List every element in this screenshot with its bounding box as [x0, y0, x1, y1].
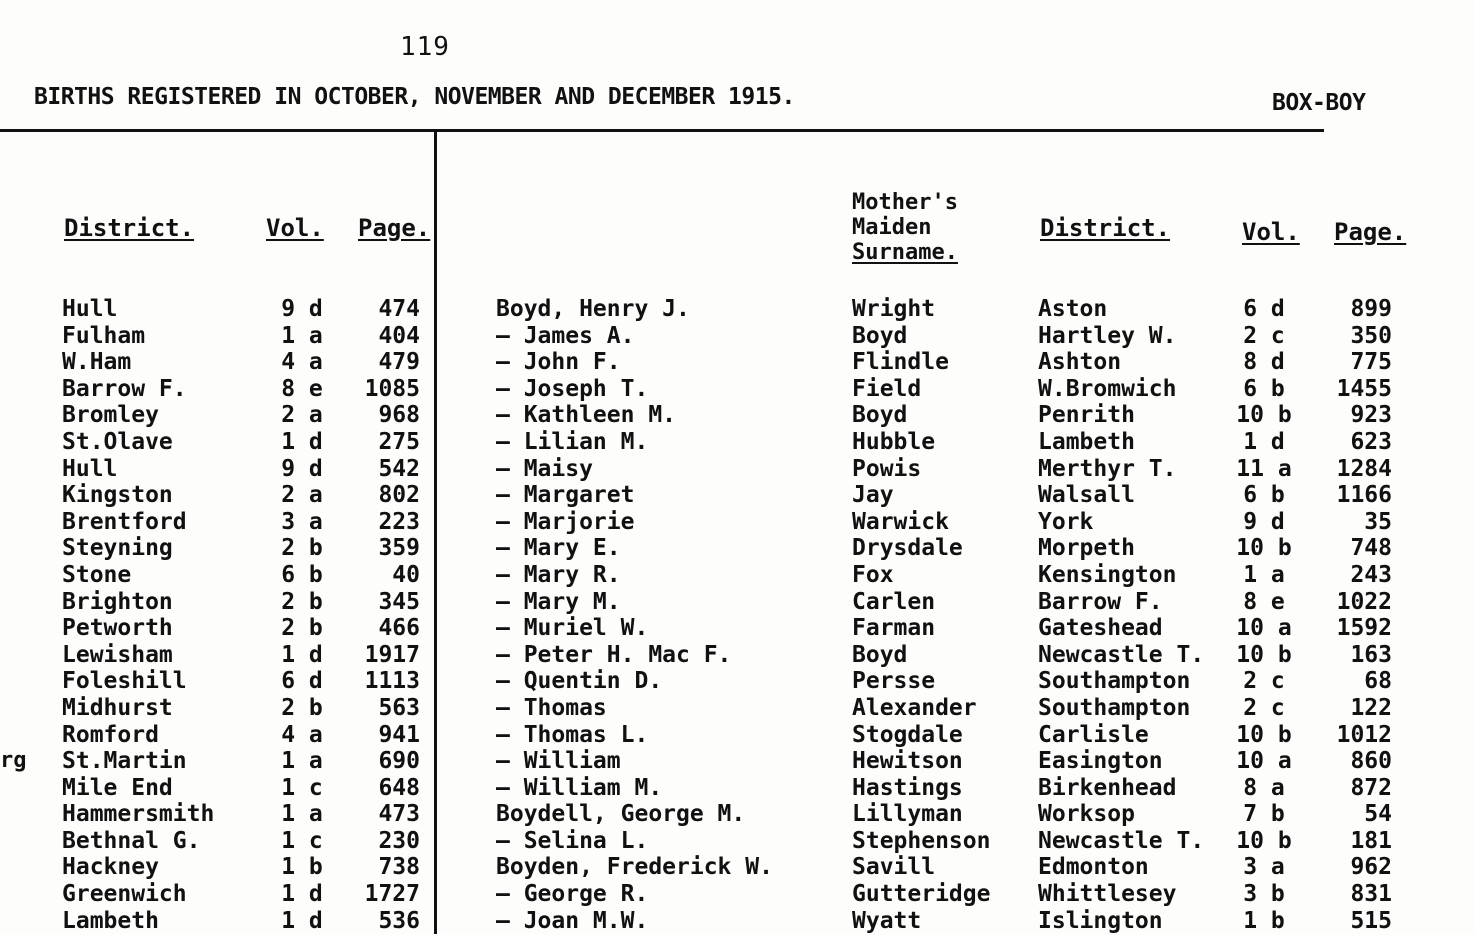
table-row: [0, 349, 434, 376]
table-row: [440, 349, 1474, 376]
page-cell: 35: [1364, 508, 1392, 535]
vol-cell: 8 d: [1243, 349, 1285, 376]
vol-cell: 6 b: [1243, 375, 1285, 402]
district-cell: Greenwich: [62, 881, 187, 908]
district-cell: Kingston: [62, 482, 173, 509]
district-cell: Hartley W.: [1038, 322, 1177, 349]
name-cell: Boyd, Henry J.: [496, 296, 690, 322]
table-row: [0, 323, 434, 350]
district-cell: Aston: [1038, 296, 1108, 322]
maiden-surname-cell: Field: [852, 375, 922, 402]
table-row: [0, 828, 434, 855]
vol-cell: 8 e: [281, 375, 323, 402]
vol-cell: 11 a: [1236, 455, 1292, 482]
district-cell: Brentford: [62, 508, 187, 535]
vol-cell: 10 b: [1236, 402, 1292, 429]
district-cell: Ashton: [1038, 349, 1122, 376]
vol-cell: 6 d: [281, 668, 323, 695]
vol-cell: 3 a: [1243, 854, 1285, 881]
vol-cell: 1 d: [281, 881, 323, 908]
district-cell: Edmonton: [1038, 854, 1149, 881]
table-row: [440, 908, 1474, 934]
table-row: [440, 828, 1474, 855]
table-row: [440, 535, 1474, 562]
maiden-surname-cell: Warwick: [852, 508, 949, 535]
vol-cell: 8 e: [1243, 588, 1285, 615]
district-cell: Stone: [62, 561, 132, 588]
district-cell: Walsall: [1038, 482, 1135, 509]
left-district-header: District.: [64, 214, 195, 242]
district-cell: Romford: [62, 721, 159, 748]
table-row: [440, 482, 1474, 509]
name-cell: — Selina L.: [496, 827, 649, 854]
table-row: [0, 509, 434, 536]
maiden-surname-cell: Jay: [852, 482, 894, 509]
vol-cell: 4 a: [281, 721, 323, 748]
left-register-list: [0, 296, 434, 934]
district-cell: Easington: [1038, 748, 1163, 775]
table-row: [0, 429, 434, 456]
vol-cell: 8 a: [1243, 774, 1285, 801]
table-row: [0, 402, 434, 429]
table-row: [440, 881, 1474, 908]
district-cell: Newcastle T.: [1038, 827, 1205, 854]
vol-cell: 2 b: [281, 588, 323, 615]
page-cell: 563: [378, 694, 420, 721]
name-cell: — Thomas: [496, 694, 607, 721]
name-cell: — Marjorie: [496, 508, 635, 535]
maiden-surname-cell: Powis: [852, 455, 922, 482]
table-row: [440, 589, 1474, 616]
table-row: [440, 509, 1474, 536]
maiden-surname-cell: Drysdale: [852, 535, 963, 562]
table-row: [0, 775, 434, 802]
header-rule: [0, 129, 1324, 132]
name-cell: — Maisy: [496, 455, 593, 482]
district-cell: Penrith: [1038, 402, 1135, 429]
page-cell: 831: [1350, 881, 1392, 908]
vol-cell: 10 a: [1236, 615, 1292, 642]
page-cell: 1727: [364, 881, 420, 908]
page-cell: 748: [1350, 535, 1392, 562]
district-cell: St.Olave: [62, 428, 173, 455]
page-cell: 1012: [1336, 721, 1392, 748]
table-row: [0, 881, 434, 908]
page-cell: 872: [1350, 774, 1392, 801]
page-cell: 542: [378, 455, 420, 482]
page-cell: 1022: [1336, 588, 1392, 615]
right-vol-header: Vol.: [1242, 218, 1300, 246]
district-cell: Petworth: [62, 615, 173, 642]
page-cell: 230: [378, 827, 420, 854]
table-row: [440, 615, 1474, 642]
maiden-surname-cell: Fox: [852, 561, 894, 588]
district-cell: Newcastle T.: [1038, 641, 1205, 668]
name-cell: — William M.: [496, 774, 663, 801]
district-cell: Foleshill: [62, 668, 187, 695]
vol-cell: 4 a: [281, 349, 323, 376]
page-cell: 860: [1350, 748, 1392, 775]
district-cell: Mile End: [62, 774, 173, 801]
page-cell: 738: [378, 854, 420, 881]
table-row: [440, 323, 1474, 350]
vol-cell: 1 d: [281, 641, 323, 668]
vol-cell: 2 c: [1243, 694, 1285, 721]
name-cell: — Kathleen M.: [496, 402, 677, 429]
name-cell: — George R.: [496, 881, 649, 908]
vol-cell: 1 d: [281, 907, 323, 934]
page-cell: 775: [1350, 349, 1392, 376]
district-cell: Fulham: [62, 322, 146, 349]
page-cell: 122: [1350, 694, 1392, 721]
maiden-surname-cell: Boyd: [852, 641, 908, 668]
maiden-surname-cell: Hastings: [852, 774, 963, 801]
page-number: 119: [400, 32, 450, 62]
maiden-surname-cell: Stogdale: [852, 721, 963, 748]
vol-cell: 1 a: [281, 801, 323, 828]
name-cell: — Lilian M.: [496, 428, 649, 455]
maiden-surname-cell: Gutteridge: [852, 881, 991, 908]
table-row: [0, 668, 434, 695]
name-cell: — John F.: [496, 349, 621, 376]
vol-cell: 3 b: [1243, 881, 1285, 908]
page-cell: 941: [378, 721, 420, 748]
table-row: [0, 642, 434, 669]
table-row: [440, 642, 1474, 669]
district-cell: W.Ham: [62, 349, 132, 376]
district-cell: Birkenhead: [1038, 774, 1177, 801]
column-divider: [434, 131, 437, 934]
vol-cell: 10 a: [1236, 748, 1292, 775]
table-row: [440, 854, 1474, 881]
vol-cell: 10 b: [1236, 721, 1292, 748]
district-cell: Southampton: [1038, 668, 1191, 695]
table-row: [440, 695, 1474, 722]
right-page-header: Page.: [1334, 218, 1407, 246]
table-row: [440, 722, 1474, 749]
district-cell: Whittlesey: [1038, 881, 1177, 908]
name-cell: — Joseph T.: [496, 375, 649, 402]
maiden-surname-cell: Carlen: [852, 588, 936, 615]
table-row: [0, 535, 434, 562]
vol-cell: 2 b: [281, 694, 323, 721]
district-cell: Hammersmith: [62, 801, 215, 828]
name-cell: — Joan M.W.: [496, 907, 649, 934]
page-cell: 923: [1350, 402, 1392, 429]
vol-cell: 2 c: [1243, 322, 1285, 349]
maiden-surname-cell: Wright: [852, 296, 936, 322]
district-cell: Carlisle: [1038, 721, 1149, 748]
page-cell: 1166: [1336, 482, 1392, 509]
vol-cell: 9 d: [281, 296, 323, 322]
district-cell: Bromley: [62, 402, 159, 429]
page-cell: 350: [1350, 322, 1392, 349]
name-cell: — Quentin D.: [496, 668, 663, 695]
vol-cell: 10 b: [1236, 827, 1292, 854]
vol-cell: 6 d: [1243, 296, 1285, 322]
vol-cell: 2 a: [281, 402, 323, 429]
page-cell: 40: [392, 561, 420, 588]
vol-cell: 2 c: [1243, 668, 1285, 695]
vol-cell: 1 d: [1243, 428, 1285, 455]
page-cell: 968: [378, 402, 420, 429]
name-cell: — William: [496, 748, 621, 775]
district-cell: York: [1038, 508, 1094, 535]
district-cell: Lewisham: [62, 641, 173, 668]
page-cell: 223: [378, 508, 420, 535]
page-cell: 466: [378, 615, 420, 642]
vol-cell: 7 b: [1243, 801, 1285, 828]
right-register-list: [440, 296, 1474, 934]
table-row: [0, 615, 434, 642]
table-row: [0, 748, 434, 775]
page-cell: 536: [378, 907, 420, 934]
page-cell: 1113: [364, 668, 420, 695]
maiden-surname-cell: Boyd: [852, 402, 908, 429]
district-cell: W.Bromwich: [1038, 375, 1177, 402]
district-cell: Worksop: [1038, 801, 1135, 828]
maiden-surname-cell: Hewitson: [852, 748, 963, 775]
page-title: BIRTHS REGISTERED IN OCTOBER, NOVEMBER AND DECEMBER 1915.: [34, 84, 795, 110]
vol-cell: 6 b: [1243, 482, 1285, 509]
index-range: BOX-BOY: [1272, 90, 1366, 116]
page-cell: 163: [1350, 641, 1392, 668]
vol-cell: 1 d: [281, 428, 323, 455]
maiden-surname-cell: Lillyman: [852, 801, 963, 828]
district-cell: Barrow F.: [62, 375, 187, 402]
vol-cell: 1 a: [281, 322, 323, 349]
maiden-surname-cell: Wyatt: [852, 907, 922, 934]
table-row: [0, 296, 434, 323]
page-cell: 1917: [364, 641, 420, 668]
name-cell: Boyden, Frederick W.: [496, 854, 773, 881]
vol-cell: 10 b: [1236, 641, 1292, 668]
vol-cell: 2 b: [281, 615, 323, 642]
district-cell: Merthyr T.: [1038, 455, 1177, 482]
maiden-surname-cell: Persse: [852, 668, 936, 695]
table-row: [440, 668, 1474, 695]
page-cell: 648: [378, 774, 420, 801]
page-cell: 54: [1364, 801, 1392, 828]
table-row: [0, 854, 434, 881]
district-cell: Barrow F.: [1038, 588, 1163, 615]
page-cell: 68: [1364, 668, 1392, 695]
table-row: [440, 456, 1474, 483]
table-row: [0, 908, 434, 934]
left-page-header: Page.: [358, 214, 431, 242]
name-cell: — Mary R.: [496, 561, 621, 588]
maiden-surname-cell: Alexander: [852, 694, 977, 721]
district-cell: Kensington: [1038, 561, 1177, 588]
page-cell: 181: [1350, 827, 1392, 854]
district-cell: Hull: [62, 296, 118, 322]
vol-cell: 9 d: [1243, 508, 1285, 535]
name-cell: — Mary E.: [496, 535, 621, 562]
mothers-maiden-surname-header: Mother's Maiden Surname.: [852, 190, 958, 265]
page-cell: 359: [378, 535, 420, 562]
maiden-surname-cell: Hubble: [852, 428, 936, 455]
table-row: [0, 722, 434, 749]
district-cell: Hackney: [62, 854, 159, 881]
table-row: [440, 748, 1474, 775]
page-cell: 479: [378, 349, 420, 376]
district-cell: Hull: [62, 455, 118, 482]
right-district-header: District.: [1040, 214, 1171, 242]
page-cell: 690: [378, 748, 420, 775]
district-cell: Lambeth: [1038, 428, 1135, 455]
table-row: [440, 801, 1474, 828]
district-cell: Midhurst: [62, 694, 173, 721]
page-cell: 275: [378, 428, 420, 455]
district-cell: St.Martin: [62, 748, 187, 775]
district-cell: Brighton: [62, 588, 173, 615]
district-cell: Lambeth: [62, 907, 159, 934]
page-cell: 962: [1350, 854, 1392, 881]
vol-cell: 1 a: [281, 748, 323, 775]
name-cell: — Mary M.: [496, 588, 621, 615]
page-cell: 1592: [1336, 615, 1392, 642]
table-row: [440, 402, 1474, 429]
table-row: [0, 456, 434, 483]
page-cell: 899: [1350, 296, 1392, 322]
page-cell: 473: [378, 801, 420, 828]
name-cell: — Margaret: [496, 482, 635, 509]
vol-cell: 6 b: [281, 561, 323, 588]
page-cell: 243: [1350, 561, 1392, 588]
maiden-surname-cell: Stephenson: [852, 827, 991, 854]
table-row: [440, 429, 1474, 456]
left-edge-fragment: rg: [0, 748, 27, 773]
vol-cell: 1 b: [281, 854, 323, 881]
district-cell: Islington: [1038, 907, 1163, 934]
maiden-surname-cell: Boyd: [852, 322, 908, 349]
page-cell: 802: [378, 482, 420, 509]
page-cell: 345: [378, 588, 420, 615]
name-cell: — Muriel W.: [496, 615, 649, 642]
table-row: [0, 562, 434, 589]
district-cell: Bethnal G.: [62, 827, 201, 854]
table-row: [440, 296, 1474, 323]
maiden-surname-cell: Farman: [852, 615, 936, 642]
table-row: [0, 482, 434, 509]
page-cell: 474: [378, 296, 420, 322]
table-row: [0, 589, 434, 616]
page-cell: 1085: [364, 375, 420, 402]
table-row: [0, 695, 434, 722]
page-cell: 1455: [1336, 375, 1392, 402]
vol-cell: 10 b: [1236, 535, 1292, 562]
name-cell: — James A.: [496, 322, 635, 349]
table-row: [0, 801, 434, 828]
maiden-surname-cell: Savill: [852, 854, 936, 881]
vol-cell: 1 b: [1243, 907, 1285, 934]
table-row: [0, 376, 434, 403]
name-cell: Boydell, George M.: [496, 801, 746, 828]
district-cell: Southampton: [1038, 694, 1191, 721]
district-cell: Gateshead: [1038, 615, 1163, 642]
district-cell: Morpeth: [1038, 535, 1135, 562]
vol-cell: 1 c: [281, 774, 323, 801]
table-row: [440, 562, 1474, 589]
maiden-surname-cell: Flindle: [852, 349, 949, 376]
name-cell: — Thomas L.: [496, 721, 649, 748]
page-cell: 623: [1350, 428, 1392, 455]
vol-cell: 2 b: [281, 535, 323, 562]
vol-cell: 1 a: [1243, 561, 1285, 588]
vol-cell: 9 d: [281, 455, 323, 482]
vol-cell: 2 a: [281, 482, 323, 509]
vol-cell: 1 c: [281, 827, 323, 854]
district-cell: Steyning: [62, 535, 173, 562]
page-cell: 1284: [1336, 455, 1392, 482]
left-vol-header: Vol.: [266, 214, 324, 242]
vol-cell: 3 a: [281, 508, 323, 535]
page-cell: 404: [378, 322, 420, 349]
table-row: [440, 376, 1474, 403]
name-cell: — Peter H. Mac F.: [496, 641, 732, 668]
table-row: [440, 775, 1474, 802]
page-cell: 515: [1350, 907, 1392, 934]
